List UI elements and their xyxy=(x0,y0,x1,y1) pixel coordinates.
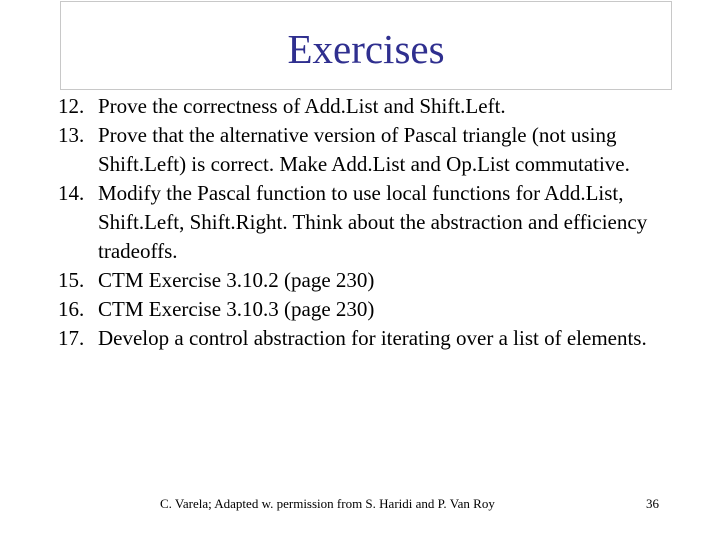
list-item xyxy=(58,266,658,295)
list-item xyxy=(58,179,658,266)
item-number: 13. xyxy=(58,123,85,147)
item-text: Prove the correctness of Add.List and Shift.Left. xyxy=(98,94,506,118)
list-item xyxy=(58,121,658,179)
item-text: Modify the Pascal function to use local functions for Add.List, Shift.Left, Shift.Right. Think about the abstraction and efficiency tradeoffs. xyxy=(98,181,648,263)
item-number: 17. xyxy=(58,326,85,350)
slide-title: Exercises xyxy=(287,26,445,72)
footer-credit: C. Varela; Adapted w. permission from S. Haridi and P. Van Roy xyxy=(160,496,495,511)
item-number: 12. xyxy=(58,94,85,118)
list-item xyxy=(58,92,658,121)
item-text: CTM Exercise 3.10.2 (page 230) xyxy=(98,268,375,292)
item-text: Prove that the alternative version of Pascal triangle (not using Shift.Left) is correct. Make Add.List and Op.List commutative. xyxy=(98,123,630,176)
list-item xyxy=(58,324,658,353)
title-box xyxy=(60,1,672,90)
list-item xyxy=(58,295,658,324)
exercise-list xyxy=(58,92,658,353)
item-number: 15. xyxy=(58,268,85,292)
item-text: CTM Exercise 3.10.3 (page 230) xyxy=(98,297,375,321)
item-text: Develop a control abstraction for iterating over a list of elements. xyxy=(98,326,647,350)
page-number: 36 xyxy=(646,496,659,511)
item-number: 14. xyxy=(58,181,85,205)
item-number: 16. xyxy=(58,297,85,321)
